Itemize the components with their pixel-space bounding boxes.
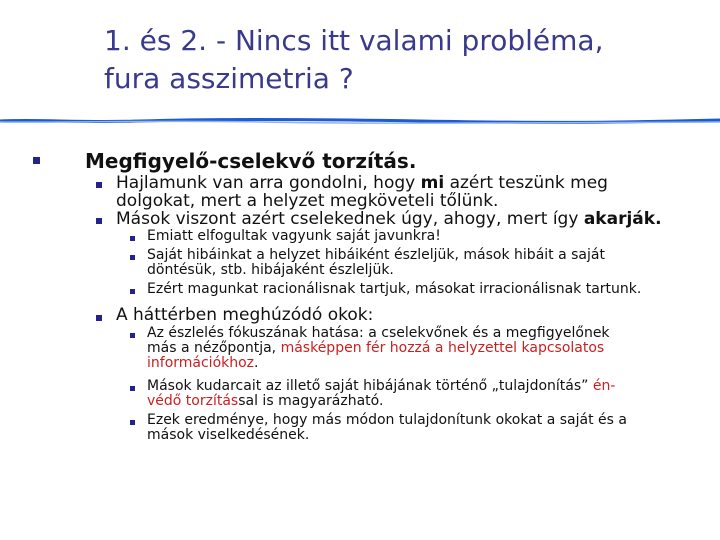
cause-result: Ezek eredménye, hogy más módon tulajdonítunk okokat a saját és a mások viselkedésének. (147, 412, 627, 443)
bullet-l3 (130, 236, 135, 241)
bullet-l2 (96, 315, 102, 321)
point-others-reasoning: Mások viszont azért cselekednek úgy, ahogy, mert így akarják. (116, 209, 662, 229)
point-underlying-causes: A háttérben meghúzódó okok: (116, 305, 374, 325)
bullet-l3 (130, 420, 135, 425)
bullet-l2 (96, 182, 102, 188)
bullet-l3 (130, 333, 135, 338)
bullet-l3 (130, 255, 135, 260)
sub-point-rationality: Ezért magunkat racionálisnak tartjuk, másokat irracionálisnak tartunk. (147, 281, 642, 297)
title-line-2: fura asszimetria ? (104, 62, 354, 95)
bullet-l2 (96, 218, 102, 224)
bullet-l3 (130, 386, 135, 391)
title-line-1: 1. és 2. - Nincs itt valami probléma, (104, 24, 604, 57)
slide-title (104, 22, 704, 98)
sub-point-self-serving: Emiatt elfogultak vagyunk saját javunkra! (147, 228, 441, 244)
point-self-reasoning: Hajlamunk van arra gondolni, hogy mi azért teszünk meg dolgokat, mert a helyzet megköveteli tőlünk. (116, 173, 608, 211)
title-divider-rule (0, 117, 720, 125)
bullet-l3 (130, 289, 135, 294)
bullet-l1 (33, 157, 40, 164)
cause-perception-focus: Az észlelés fókuszának hatása: a cselekvőnek és a megfigyelőnek más a nézőpontja, másképpen fér hozzá a helyzettel kapcsolatos információkhoz. (147, 325, 610, 371)
sub-point-own-mistakes: Saját hibáinkat a helyzet hibáiként észleljük, mások hibáit a saját döntésük, stb. hibájaként észleljük. (147, 247, 605, 278)
cause-self-protective-bias: Mások kudarcait az illető saját hibájának történő „tulajdonítás” én- védő torzítással is magyarázható. (147, 378, 616, 409)
heading-observer-actor-bias: Megfigyelő-cselekvő torzítás. (85, 149, 417, 173)
